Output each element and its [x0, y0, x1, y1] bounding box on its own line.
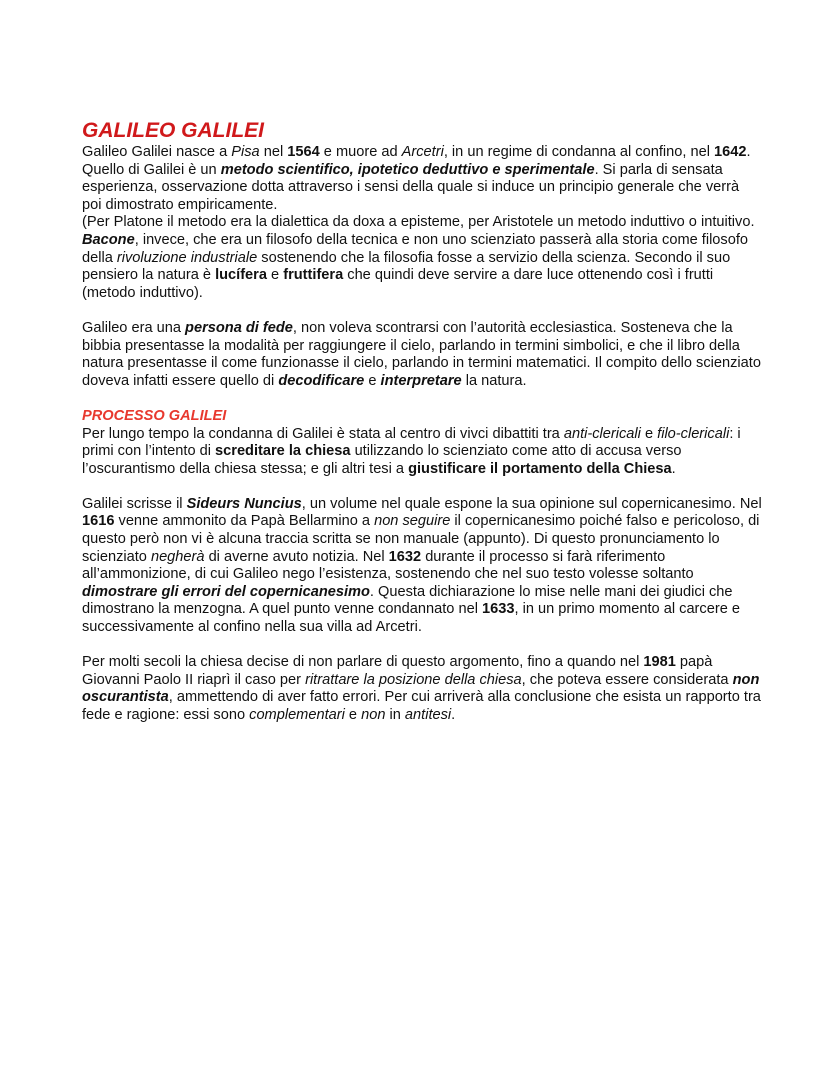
- text-run: decodificare: [278, 372, 365, 389]
- text-run: , che poteva essere considerata: [521, 671, 733, 688]
- text-run: Per molti secoli la chiesa decise di non parlare di questo argomento, fino a quando nel: [82, 654, 644, 671]
- text-run: antitesi: [404, 707, 452, 723]
- text-run: .: [451, 707, 456, 723]
- text-run: . Questa dichiarazione lo mise nelle mani dei giudici che dimostrano la menzogna. A quel punto venne condannato nel: [82, 583, 733, 618]
- paragraph-intro: [82, 144, 762, 214]
- text-run: complementari: [249, 707, 345, 723]
- text-run: Sideurs Nuncius: [186, 495, 302, 512]
- text-run: filo-clericali: [657, 425, 730, 442]
- text-run: , ammettendo di aver fatto errori. Per cui arriverà alla conclusione che esista un rapporto tra fede e ragione: essi sono: [82, 689, 761, 723]
- text-run: giustificare il portamento della Chiesa: [408, 460, 672, 477]
- text-run: 1564: [287, 144, 320, 160]
- text-run: nel: [259, 144, 288, 160]
- text-run: durante il processo si farà riferimento all’ammonizione, di cui Galileo nego l’esistenza, sostenendo che nel suo testo volesse soltanto: [82, 548, 694, 583]
- spacer: [82, 637, 762, 655]
- text-run: Arcetri: [401, 144, 444, 160]
- text-run: Galilei scrisse il: [82, 495, 187, 512]
- text-run: lucífera: [215, 267, 267, 284]
- text-run: sostenendo che la filosofia fosse a servizio della scienza. Secondo il suo pensiero la natura è: [82, 249, 731, 284]
- text-run: che quindi deve servire a dare luce ottenendo così i frutti (metodo induttivo).: [82, 267, 714, 301]
- text-run: dimostrare gli errori del copernicanesimo: [82, 583, 370, 600]
- text-run: 1616: [82, 513, 115, 530]
- text-run: negherà: [150, 548, 205, 565]
- text-run: 1642: [714, 144, 747, 160]
- text-run: e: [640, 425, 658, 442]
- text-run: . Si parla di sensata esperienza, osservazione dotta attraverso i sensi della quale si induce un principio generale che verrà poi dimostrato empiricamente.: [82, 161, 740, 213]
- spacer: [82, 390, 762, 408]
- text-run: screditare la chiesa: [215, 443, 351, 460]
- text-run: Per lungo tempo la condanna di Galilei è stata al centro di vivci dibattiti tra: [82, 425, 564, 442]
- text-run: papà Giovanni Paolo II riaprì il caso per: [82, 654, 713, 688]
- text-run: : i primi con l’intento di: [82, 425, 741, 460]
- text-run: 1632: [388, 548, 422, 565]
- section-title-processo: PROCESSO GALILEI: [82, 407, 227, 424]
- spacer: [82, 478, 762, 496]
- text-run: di averne avuto notizia. Nel: [204, 548, 389, 565]
- spacer: [82, 302, 762, 320]
- text-run: e muore ad: [319, 144, 402, 160]
- text-run: rivoluzione industriale: [116, 249, 258, 266]
- text-run: interpretare: [380, 372, 462, 389]
- text-run: , in un regime di condanna al confino, nel: [443, 144, 714, 160]
- paragraph-1981: [82, 654, 762, 724]
- text-run: non seguire: [374, 513, 451, 530]
- document-body: [82, 118, 762, 725]
- text-run: Galileo Galilei nasce a: [82, 144, 232, 160]
- text-run: , in un primo momento al carcere e successivamente al confino nella sua villa ad Arcetri.: [82, 601, 740, 636]
- text-run: Galileo era una: [82, 319, 186, 336]
- text-run: non oscurantista: [82, 671, 760, 706]
- text-run: ritrattare la posizione della chiesa: [305, 671, 522, 688]
- paragraph-dibattiti: [82, 426, 762, 479]
- text-run: in: [385, 707, 405, 723]
- page-title: GALILEO GALILEI: [82, 119, 264, 142]
- text-run: 1633: [482, 601, 515, 618]
- text-run: , un volume nel quale espone la sua opinione sul copernicanesimo. Nel: [301, 495, 762, 512]
- text-run: . Quello di Galilei è un: [82, 144, 751, 178]
- paragraph-bacone: [82, 232, 762, 302]
- paragraph-sideurs: [82, 496, 762, 637]
- paragraph-fede: [82, 320, 762, 390]
- text-run: Bacone: [82, 231, 135, 248]
- text-run: non: [361, 707, 386, 723]
- text-run: venne ammonito da Papà Bellarmino a: [114, 513, 375, 530]
- text-run: il copernicanesimo poiché falso e pericoloso, di questo però non vi è alcuna traccia scritta se non manuale (appunto). Di questo pronunciamento lo scienziato: [82, 513, 760, 565]
- text-run: fruttifera: [283, 267, 344, 284]
- text-run: , non voleva scontrarsi con l’autorità ecclesiastica. Sosteneva che la bibbia presentasse la modalità per raggiungere il cielo, parlando in termini simbolici, e che il libro della natura presentasse il come funzionasse il cielo, parlando in termini matematici. Il compito dello scienziato doveva infatti essere quello di: [82, 319, 761, 389]
- text-run: persona di fede: [185, 319, 293, 336]
- text-run: 1981: [643, 654, 676, 671]
- text-run: e: [364, 372, 381, 389]
- text-run: utilizzando lo scienziato come atto di accusa verso l’oscurantismo della chiesa stessa; e gli altri tesi a: [82, 443, 682, 477]
- paragraph-platone: (Per Platone il metodo era la dialettica da doxa a episteme, per Aristotele un metodo induttivo o intuitivo.: [82, 214, 755, 231]
- text-run: e: [266, 267, 284, 284]
- text-run: .: [671, 460, 676, 477]
- text-run: Pisa: [231, 144, 260, 160]
- text-run: anti-clericali: [563, 425, 641, 442]
- text-run: la natura.: [461, 372, 527, 389]
- text-run: metodo scientifico, ipotetico deduttivo e sperimentale: [220, 161, 595, 178]
- text-run: , invece, che era un filosofo della tecnica e non uno scienziato passerà alla storia come filosofo della: [82, 231, 749, 266]
- text-run: e: [344, 707, 362, 723]
